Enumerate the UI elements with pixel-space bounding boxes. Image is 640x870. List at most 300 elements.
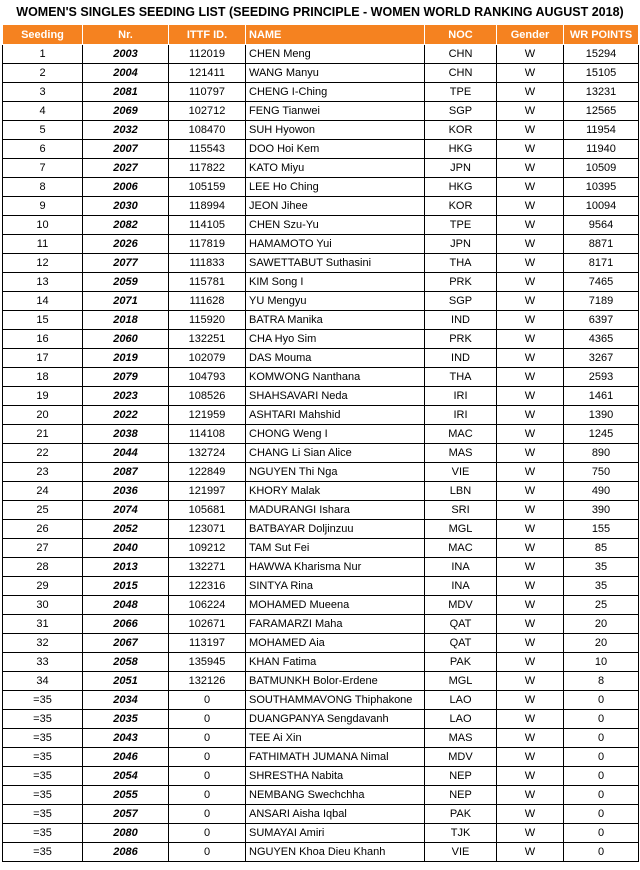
gender-cell: W <box>497 596 564 615</box>
nr-cell: 2057 <box>83 805 169 824</box>
table-row <box>3 710 639 729</box>
noc-cell: MAS <box>425 444 497 463</box>
col-header-gender: Gender <box>497 25 564 45</box>
name-cell: JEON Jihee <box>246 197 425 216</box>
ittf-id-cell: 102079 <box>169 349 246 368</box>
gender-cell: W <box>497 672 564 691</box>
gender-cell: W <box>497 729 564 748</box>
noc-cell: TJK <box>425 824 497 843</box>
ittf-id-cell: 108470 <box>169 121 246 140</box>
seeding-cell: 2 <box>3 64 83 83</box>
seeding-cell: 18 <box>3 368 83 387</box>
ittf-id-cell: 105681 <box>169 501 246 520</box>
gender-cell: W <box>497 748 564 767</box>
name-cell: HAWWA Kharisma Nur <box>246 558 425 577</box>
name-cell: KIM Song I <box>246 273 425 292</box>
name-cell: SINTYA Rina <box>246 577 425 596</box>
wr-points-cell: 20 <box>564 634 639 653</box>
table-row <box>3 368 639 387</box>
seeding-cell: 9 <box>3 197 83 216</box>
gender-cell: W <box>497 349 564 368</box>
wr-points-cell: 0 <box>564 824 639 843</box>
name-cell: CHA Hyo Sim <box>246 330 425 349</box>
nr-cell: 2004 <box>83 64 169 83</box>
name-cell: MOHAMED Aia <box>246 634 425 653</box>
noc-cell: IND <box>425 349 497 368</box>
nr-cell: 2087 <box>83 463 169 482</box>
seeding-cell: 11 <box>3 235 83 254</box>
col-header-nr: Nr. <box>83 25 169 45</box>
gender-cell: W <box>497 805 564 824</box>
seeding-cell: 32 <box>3 634 83 653</box>
ittf-id-cell: 117819 <box>169 235 246 254</box>
wr-points-cell: 10509 <box>564 159 639 178</box>
ittf-id-cell: 109212 <box>169 539 246 558</box>
gender-cell: W <box>497 387 564 406</box>
gender-cell: W <box>497 368 564 387</box>
gender-cell: W <box>497 767 564 786</box>
table-row <box>3 406 639 425</box>
table-row <box>3 444 639 463</box>
name-cell: SUMAYAI Amiri <box>246 824 425 843</box>
nr-cell: 2081 <box>83 83 169 102</box>
ittf-id-cell: 135945 <box>169 653 246 672</box>
nr-cell: 2038 <box>83 425 169 444</box>
wr-points-cell: 10395 <box>564 178 639 197</box>
seeding-cell: 22 <box>3 444 83 463</box>
noc-cell: VIE <box>425 463 497 482</box>
nr-cell: 2043 <box>83 729 169 748</box>
ittf-id-cell: 118994 <box>169 197 246 216</box>
table-row <box>3 102 639 121</box>
seeding-cell: 27 <box>3 539 83 558</box>
nr-cell: 2022 <box>83 406 169 425</box>
noc-cell: TPE <box>425 83 497 102</box>
ittf-id-cell: 104793 <box>169 368 246 387</box>
seeding-cell: =35 <box>3 824 83 843</box>
gender-cell: W <box>497 482 564 501</box>
gender-cell: W <box>497 786 564 805</box>
noc-cell: IRI <box>425 387 497 406</box>
table-row <box>3 691 639 710</box>
seeding-cell: 23 <box>3 463 83 482</box>
gender-cell: W <box>497 45 564 64</box>
name-cell: NEMBANG Swechchha <box>246 786 425 805</box>
noc-cell: VIE <box>425 843 497 862</box>
nr-cell: 2052 <box>83 520 169 539</box>
nr-cell: 2086 <box>83 843 169 862</box>
wr-points-cell: 25 <box>564 596 639 615</box>
nr-cell: 2060 <box>83 330 169 349</box>
seeding-cell: 21 <box>3 425 83 444</box>
noc-cell: KOR <box>425 121 497 140</box>
name-cell: KATO Miyu <box>246 159 425 178</box>
seeding-cell: =35 <box>3 691 83 710</box>
ittf-id-cell: 121411 <box>169 64 246 83</box>
table-row <box>3 501 639 520</box>
wr-points-cell: 11940 <box>564 140 639 159</box>
name-cell: WANG Manyu <box>246 64 425 83</box>
seeding-cell: =35 <box>3 843 83 862</box>
table-row <box>3 615 639 634</box>
nr-cell: 2071 <box>83 292 169 311</box>
gender-cell: W <box>497 710 564 729</box>
wr-points-cell: 1245 <box>564 425 639 444</box>
seeding-cell: 6 <box>3 140 83 159</box>
table-row <box>3 520 639 539</box>
table-row <box>3 178 639 197</box>
table-row <box>3 805 639 824</box>
noc-cell: SGP <box>425 102 497 121</box>
table-row <box>3 634 639 653</box>
table-row <box>3 463 639 482</box>
nr-cell: 2015 <box>83 577 169 596</box>
seeding-cell: 10 <box>3 216 83 235</box>
page-title: WOMEN'S SINGLES SEEDING LIST (SEEDING PRINCIPLE - WOMEN WORLD RANKING AUGUST 2018) <box>16 5 624 19</box>
noc-cell: CHN <box>425 45 497 64</box>
wr-points-cell: 20 <box>564 615 639 634</box>
nr-cell: 2007 <box>83 140 169 159</box>
seeding-cell: 4 <box>3 102 83 121</box>
noc-cell: HKG <box>425 140 497 159</box>
name-cell: NGUYEN Khoa Dieu Khanh <box>246 843 425 862</box>
seeding-cell: 30 <box>3 596 83 615</box>
wr-points-cell: 1461 <box>564 387 639 406</box>
seeding-cell: 19 <box>3 387 83 406</box>
gender-cell: W <box>497 406 564 425</box>
wr-points-cell: 0 <box>564 767 639 786</box>
gender-cell: W <box>497 634 564 653</box>
seeding-cell: =35 <box>3 767 83 786</box>
wr-points-cell: 7189 <box>564 292 639 311</box>
table-row <box>3 748 639 767</box>
noc-cell: LAO <box>425 710 497 729</box>
wr-points-cell: 155 <box>564 520 639 539</box>
ittf-id-cell: 0 <box>169 786 246 805</box>
wr-points-cell: 0 <box>564 710 639 729</box>
nr-cell: 2079 <box>83 368 169 387</box>
nr-cell: 2059 <box>83 273 169 292</box>
seeding-cell: =35 <box>3 748 83 767</box>
noc-cell: CHN <box>425 64 497 83</box>
wr-points-cell: 8871 <box>564 235 639 254</box>
seeding-table <box>2 24 639 862</box>
noc-cell: LBN <box>425 482 497 501</box>
name-cell: SUH Hyowon <box>246 121 425 140</box>
seeding-cell: 31 <box>3 615 83 634</box>
nr-cell: 2023 <box>83 387 169 406</box>
nr-cell: 2027 <box>83 159 169 178</box>
nr-cell: 2074 <box>83 501 169 520</box>
gender-cell: W <box>497 539 564 558</box>
wr-points-cell: 0 <box>564 805 639 824</box>
nr-cell: 2034 <box>83 691 169 710</box>
name-cell: KOMWONG Nanthana <box>246 368 425 387</box>
ittf-id-cell: 106224 <box>169 596 246 615</box>
table-row <box>3 786 639 805</box>
name-cell: BATMUNKH Bolor-Erdene <box>246 672 425 691</box>
gender-cell: W <box>497 292 564 311</box>
table-row <box>3 292 639 311</box>
col-header-seeding: Seeding <box>3 25 83 45</box>
table-row <box>3 482 639 501</box>
seeding-cell: 7 <box>3 159 83 178</box>
nr-cell: 2044 <box>83 444 169 463</box>
wr-points-cell: 6397 <box>564 311 639 330</box>
gender-cell: W <box>497 824 564 843</box>
nr-cell: 2030 <box>83 197 169 216</box>
ittf-id-cell: 102671 <box>169 615 246 634</box>
gender-cell: W <box>497 121 564 140</box>
nr-cell: 2018 <box>83 311 169 330</box>
table-row <box>3 596 639 615</box>
ittf-id-cell: 0 <box>169 710 246 729</box>
seeding-cell: 16 <box>3 330 83 349</box>
ittf-id-cell: 112019 <box>169 45 246 64</box>
nr-cell: 2058 <box>83 653 169 672</box>
col-header-name: NAME <box>246 25 425 45</box>
ittf-id-cell: 114105 <box>169 216 246 235</box>
noc-cell: QAT <box>425 634 497 653</box>
wr-points-cell: 10 <box>564 653 639 672</box>
name-cell: CHENG I-Ching <box>246 83 425 102</box>
table-row <box>3 843 639 862</box>
seeding-cell: 33 <box>3 653 83 672</box>
seeding-cell: =35 <box>3 805 83 824</box>
noc-cell: KOR <box>425 197 497 216</box>
gender-cell: W <box>497 463 564 482</box>
name-cell: CHONG Weng I <box>246 425 425 444</box>
noc-cell: INA <box>425 577 497 596</box>
noc-cell: THA <box>425 254 497 273</box>
nr-cell: 2006 <box>83 178 169 197</box>
noc-cell: HKG <box>425 178 497 197</box>
table-row <box>3 254 639 273</box>
gender-cell: W <box>497 615 564 634</box>
gender-cell: W <box>497 64 564 83</box>
noc-cell: NEP <box>425 767 497 786</box>
nr-cell: 2055 <box>83 786 169 805</box>
noc-cell: MAC <box>425 539 497 558</box>
name-cell: KHAN Fatima <box>246 653 425 672</box>
name-cell: YU Mengyu <box>246 292 425 311</box>
noc-cell: QAT <box>425 615 497 634</box>
ittf-id-cell: 110797 <box>169 83 246 102</box>
name-cell: FATHIMATH JUMANA Nimal <box>246 748 425 767</box>
gender-cell: W <box>497 843 564 862</box>
noc-cell: JPN <box>425 159 497 178</box>
nr-cell: 2003 <box>83 45 169 64</box>
table-row <box>3 425 639 444</box>
wr-points-cell: 3267 <box>564 349 639 368</box>
ittf-id-cell: 0 <box>169 748 246 767</box>
noc-cell: IRI <box>425 406 497 425</box>
gender-cell: W <box>497 83 564 102</box>
seeding-cell: 13 <box>3 273 83 292</box>
table-row <box>3 121 639 140</box>
ittf-id-cell: 0 <box>169 805 246 824</box>
wr-points-cell: 0 <box>564 729 639 748</box>
seeding-cell: 17 <box>3 349 83 368</box>
wr-points-cell: 490 <box>564 482 639 501</box>
header-row <box>3 25 639 45</box>
noc-cell: MDV <box>425 596 497 615</box>
name-cell: ASHTARI Mahshid <box>246 406 425 425</box>
table-row <box>3 311 639 330</box>
noc-cell: PAK <box>425 805 497 824</box>
seeding-cell: 20 <box>3 406 83 425</box>
noc-cell: MAC <box>425 425 497 444</box>
gender-cell: W <box>497 691 564 710</box>
nr-cell: 2077 <box>83 254 169 273</box>
noc-cell: PAK <box>425 653 497 672</box>
name-cell: CHEN Meng <box>246 45 425 64</box>
nr-cell: 2032 <box>83 121 169 140</box>
name-cell: CHEN Szu-Yu <box>246 216 425 235</box>
name-cell: BATRA Manika <box>246 311 425 330</box>
nr-cell: 2054 <box>83 767 169 786</box>
table-row <box>3 45 639 64</box>
gender-cell: W <box>497 425 564 444</box>
nr-cell: 2036 <box>83 482 169 501</box>
col-header-wr-points: WR POINTS <box>564 25 639 45</box>
nr-cell: 2082 <box>83 216 169 235</box>
gender-cell: W <box>497 311 564 330</box>
seeding-cell: 14 <box>3 292 83 311</box>
name-cell: MOHAMED Mueena <box>246 596 425 615</box>
col-header-noc: NOC <box>425 25 497 45</box>
name-cell: SHRESTHA Nabita <box>246 767 425 786</box>
table-body <box>3 45 639 862</box>
noc-cell: IND <box>425 311 497 330</box>
noc-cell: THA <box>425 368 497 387</box>
ittf-id-cell: 111833 <box>169 254 246 273</box>
ittf-id-cell: 115920 <box>169 311 246 330</box>
table-row <box>3 577 639 596</box>
name-cell: MADURANGI Ishara <box>246 501 425 520</box>
wr-points-cell: 8171 <box>564 254 639 273</box>
seeding-cell: 29 <box>3 577 83 596</box>
ittf-id-cell: 105159 <box>169 178 246 197</box>
gender-cell: W <box>497 140 564 159</box>
ittf-id-cell: 132251 <box>169 330 246 349</box>
ittf-id-cell: 121959 <box>169 406 246 425</box>
wr-points-cell: 2593 <box>564 368 639 387</box>
ittf-id-cell: 132724 <box>169 444 246 463</box>
table-row <box>3 273 639 292</box>
wr-points-cell: 0 <box>564 786 639 805</box>
wr-points-cell: 890 <box>564 444 639 463</box>
nr-cell: 2069 <box>83 102 169 121</box>
seeding-cell: 1 <box>3 45 83 64</box>
gender-cell: W <box>497 577 564 596</box>
ittf-id-cell: 114108 <box>169 425 246 444</box>
wr-points-cell: 1390 <box>564 406 639 425</box>
noc-cell: NEP <box>425 786 497 805</box>
table-row <box>3 140 639 159</box>
nr-cell: 2026 <box>83 235 169 254</box>
nr-cell: 2013 <box>83 558 169 577</box>
name-cell: CHANG Li Sian Alice <box>246 444 425 463</box>
noc-cell: JPN <box>425 235 497 254</box>
nr-cell: 2019 <box>83 349 169 368</box>
ittf-id-cell: 132126 <box>169 672 246 691</box>
name-cell: FENG Tianwei <box>246 102 425 121</box>
name-cell: SOUTHAMMAVONG Thiphakone <box>246 691 425 710</box>
name-cell: FARAMARZI Maha <box>246 615 425 634</box>
ittf-id-cell: 0 <box>169 729 246 748</box>
ittf-id-cell: 108526 <box>169 387 246 406</box>
gender-cell: W <box>497 558 564 577</box>
ittf-id-cell: 132271 <box>169 558 246 577</box>
gender-cell: W <box>497 653 564 672</box>
table-row <box>3 83 639 102</box>
name-cell: HAMAMOTO Yui <box>246 235 425 254</box>
wr-points-cell: 35 <box>564 577 639 596</box>
gender-cell: W <box>497 330 564 349</box>
table-row <box>3 539 639 558</box>
seeding-cell: 5 <box>3 121 83 140</box>
seeding-cell: 24 <box>3 482 83 501</box>
name-cell: BATBAYAR Doljinzuu <box>246 520 425 539</box>
ittf-id-cell: 122316 <box>169 577 246 596</box>
seeding-cell: 25 <box>3 501 83 520</box>
table-row <box>3 672 639 691</box>
gender-cell: W <box>497 159 564 178</box>
nr-cell: 2066 <box>83 615 169 634</box>
nr-cell: 2048 <box>83 596 169 615</box>
wr-points-cell: 0 <box>564 691 639 710</box>
table-row <box>3 235 639 254</box>
gender-cell: W <box>497 444 564 463</box>
wr-points-cell: 390 <box>564 501 639 520</box>
ittf-id-cell: 123071 <box>169 520 246 539</box>
wr-points-cell: 13231 <box>564 83 639 102</box>
table-row <box>3 653 639 672</box>
wr-points-cell: 35 <box>564 558 639 577</box>
gender-cell: W <box>497 273 564 292</box>
wr-points-cell: 8 <box>564 672 639 691</box>
ittf-id-cell: 111628 <box>169 292 246 311</box>
table-row <box>3 729 639 748</box>
noc-cell: LAO <box>425 691 497 710</box>
name-cell: ANSARI Aisha Iqbal <box>246 805 425 824</box>
name-cell: LEE Ho Ching <box>246 178 425 197</box>
noc-cell: MGL <box>425 672 497 691</box>
noc-cell: MDV <box>425 748 497 767</box>
table-row <box>3 216 639 235</box>
ittf-id-cell: 0 <box>169 843 246 862</box>
col-header-ittf-id: ITTF ID. <box>169 25 246 45</box>
ittf-id-cell: 122849 <box>169 463 246 482</box>
ittf-id-cell: 117822 <box>169 159 246 178</box>
nr-cell: 2067 <box>83 634 169 653</box>
noc-cell: TPE <box>425 216 497 235</box>
ittf-id-cell: 0 <box>169 767 246 786</box>
seeding-cell: 8 <box>3 178 83 197</box>
noc-cell: SRI <box>425 501 497 520</box>
name-cell: SAWETTABUT Suthasini <box>246 254 425 273</box>
gender-cell: W <box>497 178 564 197</box>
wr-points-cell: 4365 <box>564 330 639 349</box>
table-row <box>3 197 639 216</box>
nr-cell: 2051 <box>83 672 169 691</box>
gender-cell: W <box>497 197 564 216</box>
table-row <box>3 159 639 178</box>
wr-points-cell: 11954 <box>564 121 639 140</box>
table-row <box>3 387 639 406</box>
table-row <box>3 330 639 349</box>
